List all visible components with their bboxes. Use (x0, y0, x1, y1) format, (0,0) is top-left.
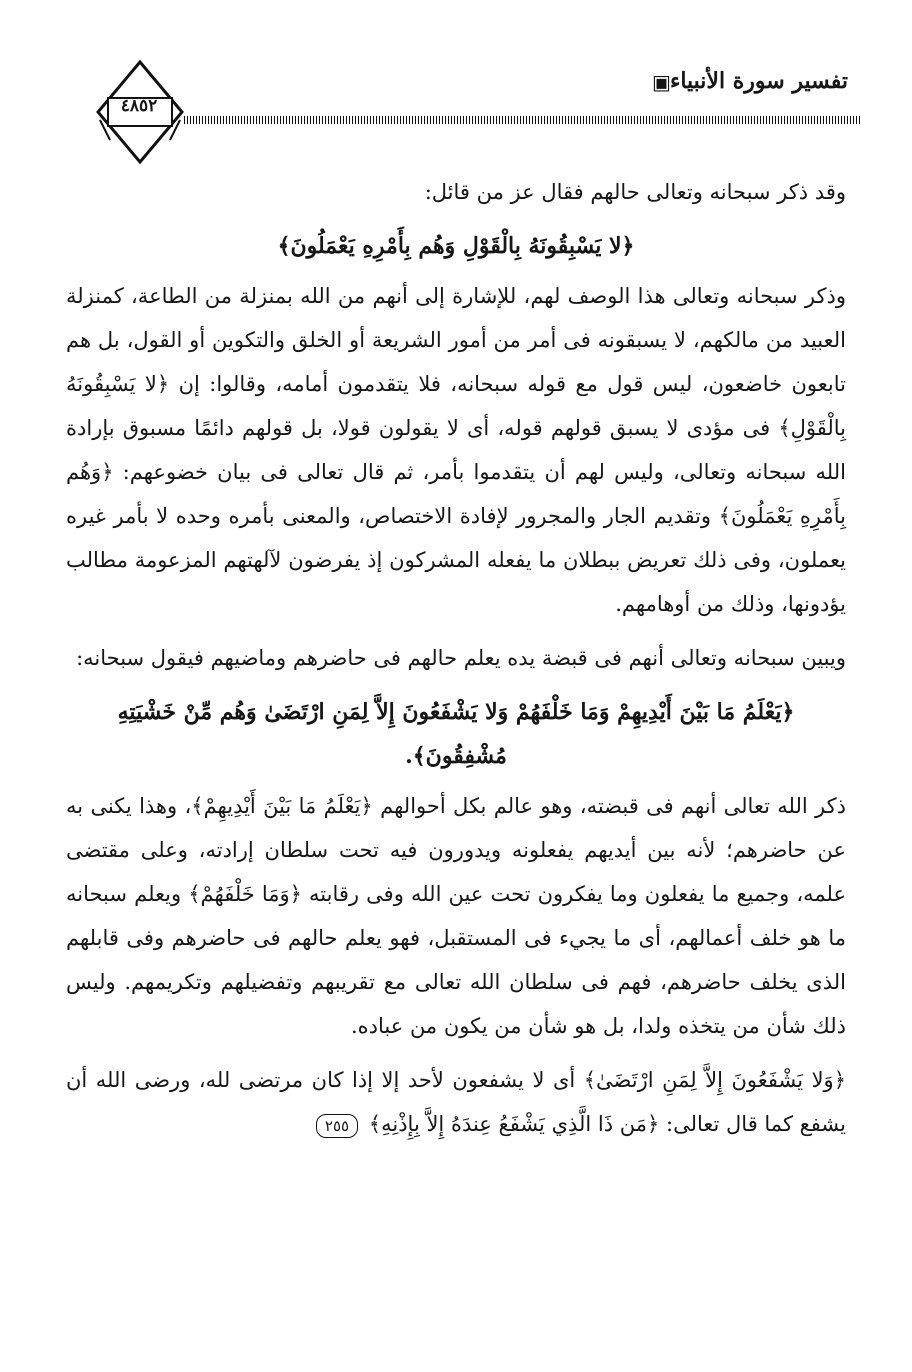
paragraph-4: ذكر الله تعالى أنهم فى قبضته، وهو عالم بكل أحوالهم ﴿يَعْلَمُ مَا بَيْنَ أَيْدِيهِمْ﴾، وهذا يكنى به عن حاضرهم؛ لأنه بين أيديهم يفعلونه ويدورون فيه تحت سلطان إرادته، وعلى مقتضى علمه، وجميع ما يفعلون وما يفكرون تحت عين الله وفى رقابته ﴿وَمَا خَلْفَهُمْ﴾ ويعلم سبحانه ما هو خلف أعمالهم، أى ما يجيء فى المستقبل، فهو يعلم حالهم فى حاضرهم وفى قابلهم الذى يخلف حاضرهم، فهم فى سلطان الله تعالى مع تقريبهم وتفضيلهم وتكريمهم. وليس ذلك شأن من يتخذه ولدا، بل هو شأن من يكون من عباده. (66, 794, 846, 1038)
paragraph-5 (66, 1058, 846, 1146)
ayah-reference-badge: ٢٥٥ (316, 1114, 358, 1138)
page-body (66, 170, 846, 1156)
quran-quote-1: ﴿لا يَسْبِقُونَهُ بِالْقَوْلِ وَهُم بِأَمْرِهِ يَعْمَلُونَ﴾ (277, 233, 635, 259)
page-number: ٤٨٥٢ (120, 96, 158, 116)
header-title: تفسير سورة الأنبياء (669, 68, 848, 94)
paragraph-1: وقد ذكر سبحانه وتعالى حالهم فقال عز من قائل: (424, 180, 846, 204)
page-header (92, 56, 862, 166)
paragraph-3: ويبين سبحانه وتعالى أنهم فى قبضة يده يعلم حالهم فى حاضرهم وماضيهم فيقول سبحانه: (76, 646, 846, 670)
header-rule (184, 116, 862, 124)
quran-quote-2: ﴿يَعْلَمُ مَا بَيْنَ أَيْدِيهِمْ وَمَا خَلْفَهُمْ وَلا يَشْفَعُونَ إِلاَّ لِمَنِ ارْتَضَىٰ وَهُم مِّنْ خَشْيَتِهِ مُشْفِقُونَ﴾. (117, 699, 795, 769)
paragraph-5-text: ﴿وَلا يَشْفَعُونَ إِلاَّ لِمَنِ ارْتَضَىٰ﴾ أى لا يشفعون لأحد إلا إذا كان مرتضى لله، ورضى الله أن يشفع كما قال تعالى: ﴿مَن ذَا الَّذِي يَشْفَعُ عِندَهُ إِلاَّ بِإِذْنِهِ﴾ (66, 1068, 846, 1136)
title-ornament-icon: ▣ (652, 70, 671, 94)
paragraph-2: وذكر سبحانه وتعالى هذا الوصف لهم، للإشارة إلى أنهم من الله بمنزلة من الطاعة، كمنزلة العبيد من مالكهم، لا يسبقونه فى أمر من أمور الشريعة أو الخلق والتكوين أو القول، بل هم تابعون خاضعون، ليس قول مع قوله سبحانه، فلا يتقدمون أمامه، وقالوا: إن ﴿لا يَسْبِقُونَهُ بِالْقَوْلِ﴾ فى مؤدى لا يسبق قولهم قوله، أى لا يقولون قولا، بل قولهم دائمًا مسبوق بإرادة الله سبحانه وتعالى، وليس لهم أن يتقدموا بأمر، ثم قال تعالى فى بيان خضوعهم: ﴿وَهُم بِأَمْرِهِ يَعْمَلُونَ﴾ وتقديم الجار والمجرور لإفادة الاختصاص، والمعنى بأمره وحده لا بأمر غيره يعملون، وفى ذلك تعريض ببطلان ما يفعله المشركون إذ يفرضون لآلهتهم المزعومة مطالب يؤدونها، وذلك من أوهامهم. (66, 284, 846, 616)
